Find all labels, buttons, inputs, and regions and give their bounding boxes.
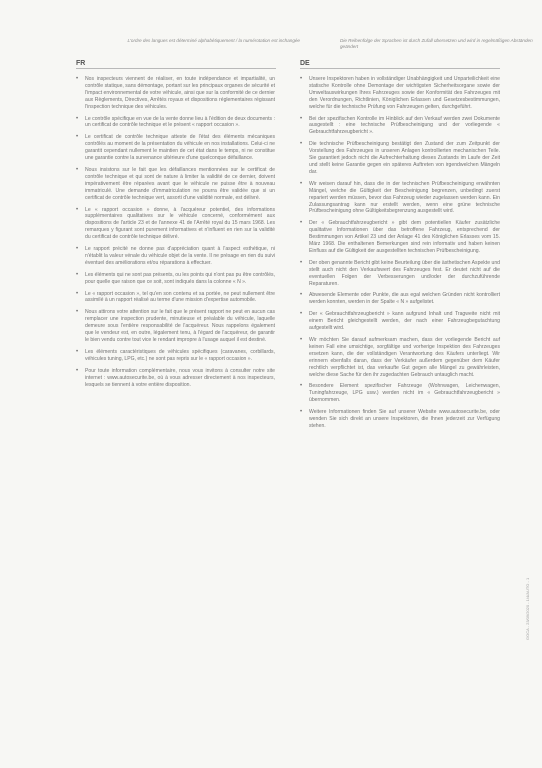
paragraph: • Wir weisen darauf hin, dass die in der technischen Prüfbescheinigung erwähnten Mängel, welche die Gültigkeit der Bescheinigung begrenzen, unbedingt zuerst repariert werden müssen, bevor das Fahrzeug wieder zugelassen werden kann. Ein Zulassungsantrag kann nur erstellt werden, wenn eine grüne technische Prüfbescheinigung ohne Gültigkeitsbegrenzung ausgestellt wird. <box>300 180 500 215</box>
bullet-icon: • <box>76 348 79 355</box>
section-label-de: DE <box>300 60 310 67</box>
paragraph: • Unsere Inspektoren haben in vollständiger Unabhängigkeit und Unparteilichkeit eine statische Kontrolle ohne Demontage der wichtigsten Sicherheitsorgane sowie der Umweltauswirkungen Ihres Fahrzeuges sowie der Konformität des Fahrzeuges mit den Verordnungen, Richtlinien, Königlichen Erlassen und Gesetzesbestimmungen, welche für die technische Prüfung von Fahrzeugen gelten, durchgeführt. <box>300 76 500 110</box>
bullet-icon: • <box>300 220 303 227</box>
paragraph: • Weitere Informationen finden Sie auf unserer Website www.autosecurite.be, oder wenden Sie sich direkt an unsere Inspektoren, die Ihnen jederzeit zur Verfügung stehen. <box>300 409 500 429</box>
paragraph: • Nos inspecteurs viennent de réaliser, en toute indépendance et impartialité, un contrôle statique, sans démontage, portant sur les principaux organes de sécurité et l'impact environnemental de votre véhicule, ainsi que sur la conformité de ce dernier aux Règlements, Directives, Arrêtés royaux et dispositions réglementaires régissant l'inspection technique des véhicules. <box>76 76 275 110</box>
paragraph: • Le « rapport occasion », tel qu'en son contenu et sa portée, ne peut nullement être assimilé à un rapport réalisé au terme d'une mission d'expertise automobile. <box>76 290 275 304</box>
paragraph: • Die technische Prüfbescheinigung bestätigt den Zustand der zum Zeitpunkt der Vorstellung des Fahrzeuges in unseren Anlagen kontrollierten mechanischen Teile. Sie garantiert jedoch nicht die Aufrechterhaltung dieses Zustands im Laufe der Zeit und stellt keine Garantie gegen ein späteres Auftreten von irgendwelchen Mängeln dar. <box>300 141 500 175</box>
bullet-icon: • <box>300 115 303 122</box>
paragraph: • Le contrôle spécifique en vue de la vente donne lieu à l'édition de deux documents : un certificat de contrôle technique et le présent « rapport occasion ». <box>76 115 275 129</box>
paragraph: • Nous attirons votre attention sur le fait que le présent rapport ne peut en aucun cas remplacer une inspection prudente, minutieuse et préalable du véhicule, laquelle demeure sous l'entière responsabilité de l'acquéreur. Nous rappelons également que le vendeur est, en outre, légalement tenu, à l'égard de l'acquéreur, de garantir le bien vendu contre tout vice le rendant impropre à l'usage auquel il est destiné. <box>76 309 275 343</box>
paragraph: • Le rapport précité ne donne pas d'appréciation quant à l'aspect esthétique, ni n'établit la valeur vénale du véhicule objet de la vente. Il ne présage en rien du suivi éventuel des améliorations et/ou réparations à effectuer. <box>76 246 275 266</box>
paragraph: • Le certificat de contrôle technique atteste de l'état des éléments mécaniques contrôlés au moment de la présentation du véhicule en nos installations. Celui-ci ne garantit cependant nullement le maintien de cet état dans le temps, ni ne constitue une garantie contre la survenance ultérieure d'une quelconque défaillance. <box>76 134 275 162</box>
header-note-fr: L'ordre des langues est déterminé alphabétiquement / la numérotation est inchangée <box>127 38 300 43</box>
bullet-icon: • <box>76 309 79 316</box>
bullet-icon: • <box>76 134 79 141</box>
paragraph: • Der « Gebrauchtfahrzeugbericht » kann aufgrund Inhalt und Tragweite nicht mit einem Bericht gleichgestellt werden, der nach einer Fahrzeugbegutachtung aufgestellt wird. <box>300 311 500 332</box>
paragraph: • Nous insistons sur le fait que les défaillances mentionnées sur le certificat de contrôle technique et qui sont de nature à limiter la validité de ce dernier, doivent impérativement être réparées avant que le véhicule ne puisse être à nouveau immatriculé. Une demande d'immatriculation ne pourra être validée que si un certificat de contrôle technique vert, assorti d'une validité normale, est délivré. <box>76 166 275 201</box>
paragraph: • Les éléments caractéristiques de véhicules spécifiques (caravanes, corbillards, véhicules tuning, LPG, etc.) ne sont pas repris sur le « rapport occasion ». <box>76 348 275 362</box>
section-label-fr: FR <box>76 60 86 67</box>
paragraph: • Der oben genannte Bericht gibt keine Beurteilung über die ästhetischen Aspekte und stellt auch nicht den Verkaufswert des Fahrzeuges fest. Er deutet nicht auf die eventuellen Folgen der Verbesserungen und/oder der durchzuführende Reparaturen. <box>300 259 500 287</box>
paragraph: • Le « rapport occasion » donne, à l'acquéreur potentiel, des informations supplémentaires qualitatives sur le véhicule concerné, conformément aux dispositions de l'article 23 et de l'annexe 41 de l'Arrêté royal du 15 mars 1968. Les remarques y figurant sont purement informatives et n'influent en rien sur la validité du certificat de contrôle technique délivré. <box>76 206 275 241</box>
paragraph: • Bei der spezifischen Kontrolle im Hinblick auf den Verkauf werden zwei Dokumente ausgestellt : eine technische Prüfbescheinigung und der vorliegende « Gebrauchtfahrzeugbericht ». <box>300 115 500 136</box>
bullet-icon: • <box>300 409 303 416</box>
paragraph: • Besondere Element spezifischer Fahrzeuge (Wohnwagen, Leichenwagen, Tuningfahrzeuge, LPG usw.) werden nicht im « Gebrauchtfahrzeugbericht » übernommen. <box>300 383 500 404</box>
bullet-icon: • <box>76 115 79 122</box>
bullet-icon: • <box>300 141 303 148</box>
paragraph: • Les éléments qui ne sont pas présents, ou les points qui n'ont pas pu être contrôlés, pour quelle que raison que ce soit, sont indiqués dans la colonne « N ». <box>76 271 275 285</box>
bullet-icon: • <box>300 180 303 187</box>
bullet-icon: • <box>300 383 303 390</box>
bullet-icon: • <box>300 76 303 82</box>
section-rule-fr <box>76 68 276 69</box>
header-note-de: Die Reihenfolge der Sprachen ist durch Zufall übersetzen und wird in regelmäßigen Abständen geändert <box>340 38 533 49</box>
bullet-icon: • <box>300 292 303 299</box>
bullet-icon: • <box>300 259 303 266</box>
section-rule-de <box>300 68 500 69</box>
bullet-icon: • <box>76 271 79 278</box>
bullet-icon: • <box>76 166 79 173</box>
bullet-icon: • <box>76 367 79 374</box>
bullet-icon: • <box>300 337 303 343</box>
bullet-icon: • <box>76 76 79 82</box>
paragraph: • Der « Gebrauchtfahrzeugbericht » gibt dem potentiellen Käufer zusätzliche qualitative Informationen über das betroffene Fahrzeug, entsprechend der Bestimmungen von Artikel 23 und der Anlage 41 des Königlichen Erlasses vom 15. März 1968. Die enthaltenen Bemerkungen sind rein informativ und haben keinen Einfluss auf die Gültigkeit der ausgestellten technischen Prüfbescheinigung. <box>300 220 500 254</box>
bullet-icon: • <box>76 290 79 297</box>
paragraph: • Pour toute information complémentaire, nous vous invitons à consulter notre site internet : www.autosecurite.be, où à vous adresser directement à nos inspecteurs, lesquels se tiennent à votre entière disposition. <box>76 367 275 388</box>
column-de <box>300 76 500 435</box>
bullet-icon: • <box>300 311 303 318</box>
column-fr <box>76 76 275 393</box>
bullet-icon: • <box>76 246 79 253</box>
paragraph: • Wir möchten Sie darauf aufmerksam machen, dass der vorliegende Bericht auf keinen Fall eine umsichtige, sorgfältige und vorherige Inspektion des Fahrzeuges ersetzen kann, die der vollständigen Verantwortung des Käufers unterliegt. Wir erinnern ebenfalls daran, dass der Verkäufer außerdem gegenüber dem Käufer rechtlich verpflichtet ist, das verkaufte Gut gegen alle Mängel zu gewährleisten, welche diese Sache für den ihr zugedachten Gebrauch untauglich macht. <box>300 337 500 378</box>
bullet-icon: • <box>76 206 79 213</box>
paragraph: • Abwesende Elemente oder Punkte, die aus egal welchen Gründen nicht kontrolliert werden konnten, werden in der Spalte « N » aufgelistet. <box>300 292 500 306</box>
document-reference-code: GOCA - 23/09/2020 - 1/4/AUTO - 1 <box>525 577 530 640</box>
